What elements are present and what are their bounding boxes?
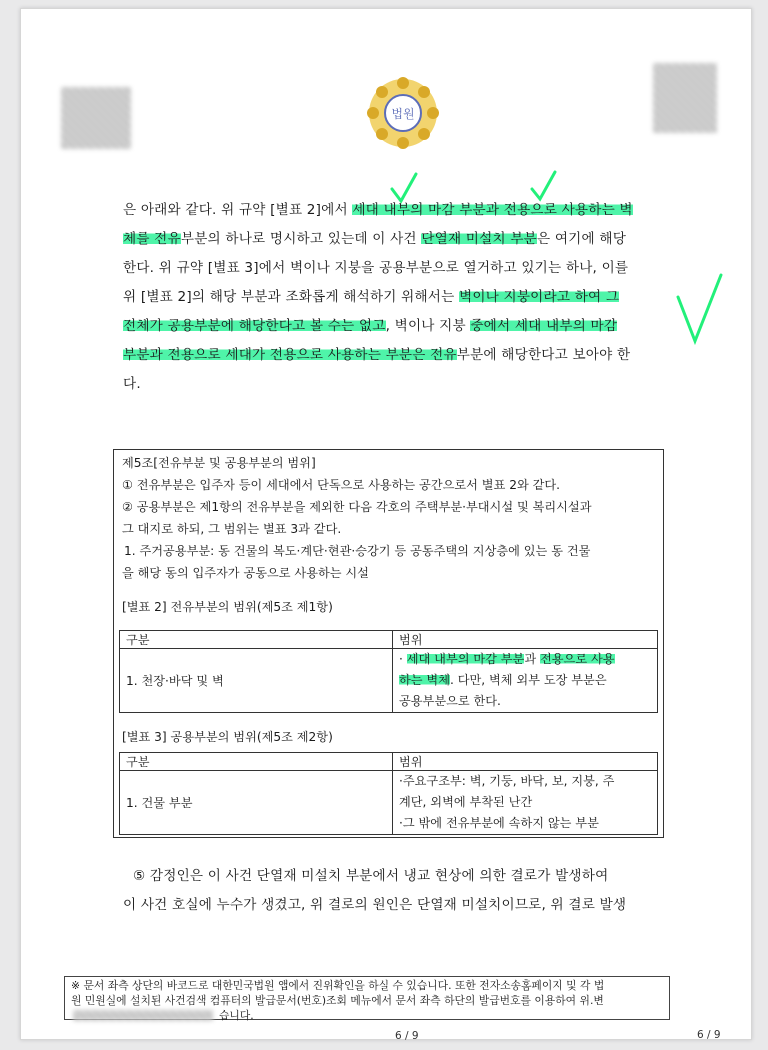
redacted-barcode [61,87,131,149]
text-run: 공용부분으로 한다. [399,694,501,708]
highlighted-text: 체를 전유 [123,231,181,247]
footer-line: 습니다. [219,1009,254,1022]
text-line [399,792,651,813]
text-line: ⑤ 감정인은 이 사건 단열재 미설치 부분에서 냉교 현상에 의한 결로가 발생하여 [133,868,609,884]
table2-caption: [별표 2] 전유부분의 범위(제5조 제1항) [122,600,333,614]
text-line [123,196,689,225]
text-line: 이 사건 호실에 누수가 생겼고, 위 결로의 원인은 단열재 미설치이므로, 위 결로 발생 [123,897,627,913]
table-2 [119,630,658,713]
court-emblem-icon [367,77,439,149]
footer-notice [64,976,670,1020]
text-run: ·그 밖에 전유부분에 속하지 않는 부분 [399,816,599,830]
highlighted-text: 부분과 전용으로 세대가 전용으로 사용하는 부분은 전유 [123,347,457,363]
paragraph-5 [123,862,689,920]
text-line [123,225,689,254]
table-header: 구분 [120,631,393,649]
text-line [123,312,689,341]
article-item-1: ① 전유부분은 입주자 등이 세대에서 단독으로 사용하는 공간으로서 별표 2와 같다. [122,478,561,492]
table-3 [119,752,658,835]
text-run: . 다만, 벽체 외부 도장 부분은 [449,673,607,687]
page-number: 6 / 9 [395,1030,419,1042]
table-cell: 1. 천장·바닥 및 벽 [120,649,393,713]
table-cell: 1. 건물 부분 [120,771,393,835]
redacted-issue-number [73,1010,213,1021]
text-run: 부분에 해당한다고 보아야 한 [456,347,631,363]
redacted-qr-code [653,63,717,133]
table-cell [393,649,658,713]
main-paragraph [123,196,689,399]
highlighted-text: 단열재 미설치 부분 [421,231,537,247]
emblem-text: 법원 [391,107,415,121]
text-run: 계단, 외벽에 부착된 난간 [399,795,533,809]
table3-caption: [별표 3] 공용부분의 범위(제5조 제2항) [122,730,333,744]
article-title: 제5조[전유부분 및 공용부분의 범위] [122,456,316,470]
text-line [399,670,651,691]
article-item-2-cont: 그 대지로 하되, 그 범위는 별표 3과 같다. [122,522,342,536]
document-page [20,8,752,1040]
highlighted-text: 벽이나 지붕이라고 하여 그 [459,289,620,305]
table-cell [393,771,658,835]
text-line [399,771,651,792]
text-run: 은 여기에 해당 [537,231,627,247]
text-line [399,813,651,834]
highlighted-text: 전용으로 사용 [540,652,615,666]
text-run: ·주요구조부: 벽, 기둥, 바닥, 보, 지붕, 주 [399,774,615,788]
footer-line: 원 민원실에 설치된 사건검색 컴퓨터의 발급문서(번호)조회 메뉴에서 문서 좌측 하단의 발급번호를 이용하여 위.변 [71,994,604,1007]
highlighted-text: 중에서 세대 내부의 마감 [470,318,618,334]
article-sub-1-cont: 을 해당 동의 입주자가 공동으로 사용하는 시설 [122,566,369,580]
table-header: 범위 [393,631,658,649]
text-line [123,341,689,370]
text-line [399,649,651,670]
highlighted-text: 세대 내부의 마감 부분 [406,652,525,666]
text-run: 위 [별표 2]의 해당 부분과 조화롭게 해석하기 위해서는 [123,289,459,305]
table-header: 범위 [393,753,658,771]
text-run: · [399,652,407,666]
highlighted-text: 하는 벽체 [399,673,450,687]
text-run: , 벽이나 지붕 [385,318,471,334]
text-run: 과 [524,652,540,666]
highlighted-text: 전체가 공용부분에 해당한다고 볼 수는 없고 [123,318,386,334]
text-run: 다. [123,376,141,392]
statute-box [113,449,664,838]
article-item-2: ② 공용부분은 제1항의 전유부분을 제외한 다음 각호의 주택부분·부대시설 및 복리시설과 [122,500,592,514]
text-line [123,254,689,283]
article-sub-1: 1. 주거공용부분: 동 건물의 복도·계단·현관·승강기 등 공동주택의 지상층에 있는 동 건물 [124,544,591,558]
text-run: 한다. 위 규약 [별표 3]에서 벽이나 지붕을 공용부분으로 열거하고 있기는 하나, 이를 [123,260,629,276]
text-run: 은 아래와 같다. 위 규약 [별표 2]에서 [123,202,353,218]
table-header: 구분 [120,753,393,771]
text-line [123,283,689,312]
text-line [399,691,651,712]
page-number-right: 6 / 9 [697,1029,721,1041]
text-line [123,370,689,399]
highlighted-text: 세대 내부의 마감 부분과 전용으로 사용하는 벽 [352,202,633,218]
footer-line: ※ 문서 좌측 상단의 바코드로 대한민국법원 앱에서 진위확인을 하실 수 있습니다. 또한 전자소송홈페이지 및 각 법 [71,979,605,992]
text-run: 부분의 하나로 명시하고 있는데 이 사건 [180,231,422,247]
